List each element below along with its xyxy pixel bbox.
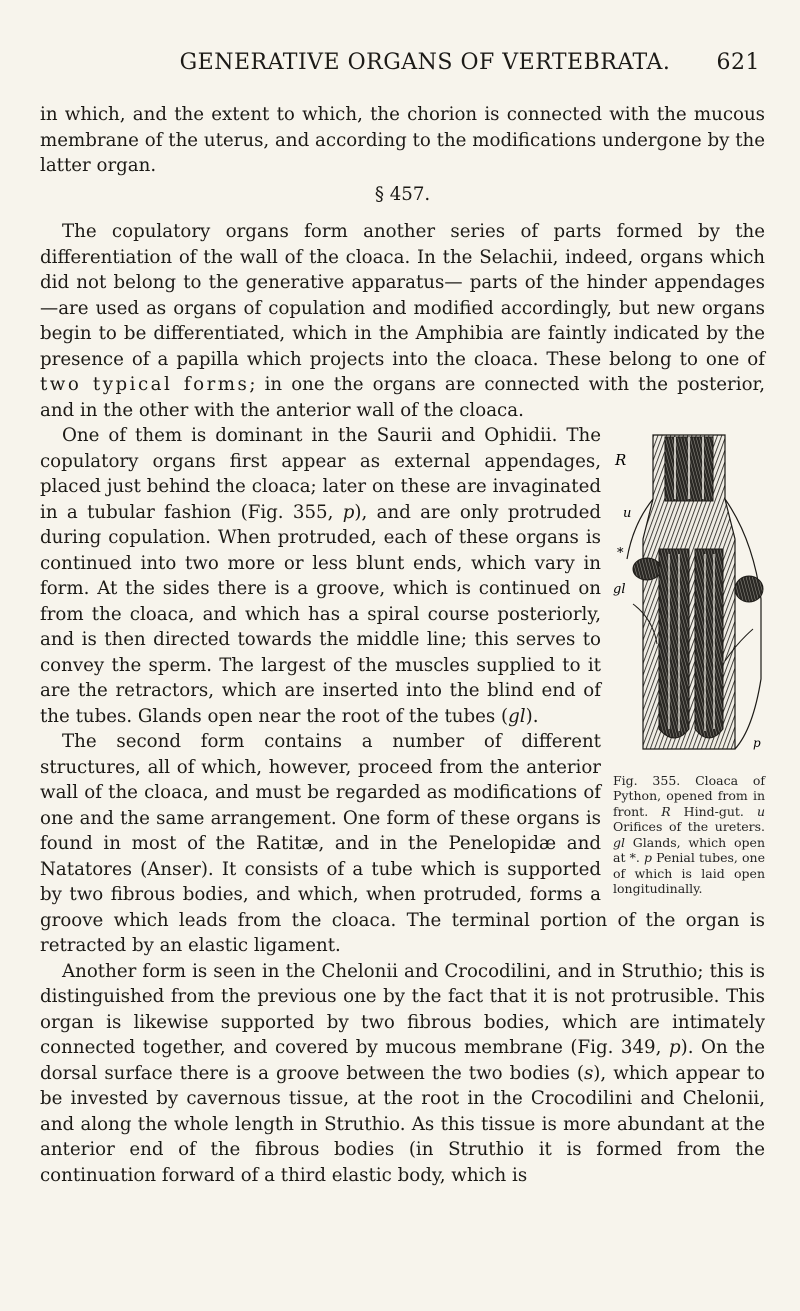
gland-right [735,576,763,602]
p1-spaced-emphasis: two typical forms [40,374,250,395]
p2-text-a: One of them is dominant in the Saurii and Ophidii. The copulatory organs first appear as external appendages, placed just behind the cloaca; later on these are invaginated in a tubular fashion (Fig. 355, [40,425,601,523]
p4-italic-s: s [583,1062,594,1084]
penial-tube-left [659,549,689,738]
caption-u: u [756,803,765,819]
caption-text-1: Cloaca of Python, opened from in front. [613,772,766,819]
p2-text-c: ). [525,705,539,727]
p4-text-a: Another form is seen in the Chelonii and Crocodilini, and in Struthio; this is distinguished from the previous one by the fact that it is not protrusible. This organ is likewise supported by two fibrous bodies, which are intimately connected together, and covered by mucous membrane (Fig. 349, [40,960,765,1058]
p2-text-b: ), and are only protruded during copulation. When protruded, each of these organs is continued into two more or less blunt ends, which vary in form. At the sides there is a groove, which is continued on from the cloaca, and which has a spiral course posteriorly, and is then directed towards the middle line; this serves to convey the sperm. The largest of the muscles supplied to it are the retractors, which are inserted into the blind end of the tubes. Glands open near the root of the tubes ( [40,501,601,727]
p2-italic-gl: gl [508,705,526,727]
p4-text-b: ). On the dorsal surface there is a groove between the two bodies ( [40,1037,765,1084]
caption-R: R [661,803,671,819]
intro-paragraph: in which, and the extent to which, the chorion is connected with the mucous membrane of the uterus, and according to the modifications undergone by the latter organ. [40,104,765,176]
caption-text-5: Penial tubes, one of which is laid open longitudinally. [613,850,765,896]
paragraph-copulatory-organs [40,219,765,423]
paragraph-second-form: The second form contains a number of different structures, all of which, however, proceed from the anterior wall of the cloaca, and must be regarded as modifications of one and the same arrangement. One form of these organs is found in most of the Ratitæ, and in the Penelopidæ and Natatores (Anser). It consists of a tube which is supported by two fibrous bodies, and which, when protruded, forms a groove which leads from the cloaca. The terminal portion of the organ is retracted by an elastic ligament. [40,731,765,956]
penial-tube-right [695,549,723,738]
caption-figure-number: Fig. 355. [613,772,681,788]
running-header [90,50,760,75]
section-heading: § 457. [374,183,431,205]
caption-p: p [643,850,652,865]
p2-italic-p: p [342,501,355,523]
p1-text-b: ; in one the organs are connected with the posterior, and in the other with the anterior wall of the cloaca. [40,374,765,421]
text-body [40,102,765,1188]
caption-text-2: Hind-gut. [670,803,757,819]
label-gl: gl [613,582,626,597]
page-number: 621 [716,50,760,75]
p4-text-c: ), which appear to be invested by cavernous tissue, at the root in the Crocodilini and Chelonii, and along the whole length in Struthio. As this tissue is more abundant at the anterior end of the fibrous bodies (in Struthio it is formed from the continuation forward of a third elastic body, which is [40,1062,766,1186]
caption-text-4: Glands, which open at *. [613,834,765,865]
label-p: p [753,736,761,750]
label-star: * [617,546,624,561]
label-u: u [623,506,632,521]
figure-caption [613,773,765,897]
label-R: R [615,451,627,469]
p4-italic-p: p [668,1037,681,1058]
python-cloaca-illustration [613,429,765,759]
header-title: GENERATIVE ORGANS OF VERTEBRATA. [179,50,671,75]
caption-text-3: Orifices of the ureters. [613,819,765,834]
caption-gl: gl [613,834,625,850]
paragraph-chelonii [40,959,765,1189]
p1-text-a: The copulatory organs form another series of parts formed by the differentiation of the wall of the cloaca. In the Selachii, indeed, organs which did not belong to the generative apparatus— parts of the hinder appendages—are used as organs of copulation and modified accordingly, but new organs begin to be differentiated, which in the Amphibia are faintly indicated by the presence of a papilla which projects into the cloaca. These belong to one of [40,221,765,370]
figure-355 [613,429,765,897]
gland-left [633,558,661,580]
